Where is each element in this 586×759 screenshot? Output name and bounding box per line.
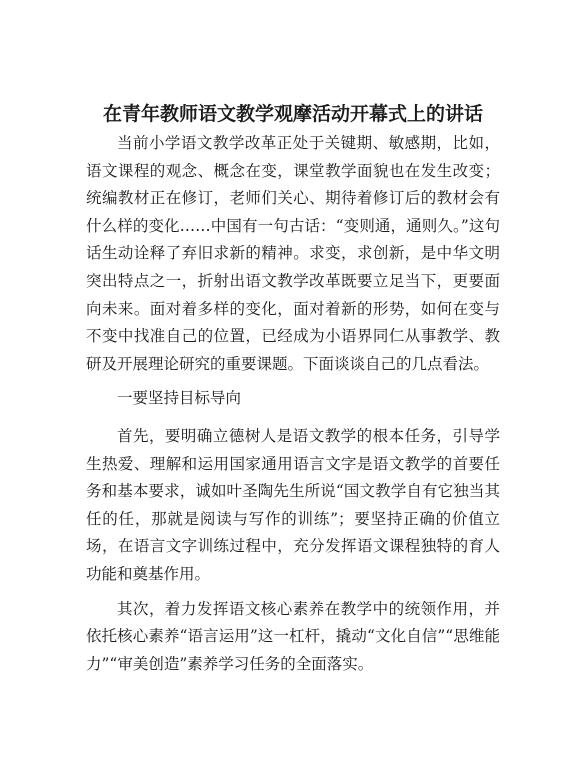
paragraph-second-point: 其次，着力发挥语文核心素养在教学中的统领作用，并依托核心素养“语言运用”这一杠杆，撬动“文化自信”“思维能力”“审美创造”素养学习任务的全面落实。 bbox=[86, 599, 500, 673]
paragraph-intro: 当前小学语文教学改革正处于关键期、敏感期，比如，语文课程的观念、概念在变，课堂教学面貌也在发生改变；统编教材正在修订，老师们关心、期待着修订后的教材会有什么样的变化……中国有一句古话：“变则通，通则久。”这句话生动诠释了弃旧求新的精神。求变，求创新，是中华文明突出特点之一，折射出语文教学改革既要立足当下，更要面向未来。面对着多样的变化，面对着新的形势，如何在变与不变中找准自己的位置，已经成为小语界同仁从事教学、教研及开展理论研究的重要课题。下面谈谈自己的几点看法。 bbox=[86, 134, 500, 373]
document-page bbox=[86, 100, 500, 685]
paragraph-first-point: 首先，要明确立德树人是语文教学的根本任务，引导学生热爱、理解和运用国家通用语言文字是语文教学的首要任务和基本要求，诚如叶圣陶先生所说“国文教学自有它独当其任的任，那就是阅读与写作的训练”；要坚持正确的价值立场，在语言文字训练过程中，充分发挥语文课程独特的育人功能和奠基作用。 bbox=[86, 426, 500, 583]
section-heading-goal-orientation: 一要坚持目标导向 bbox=[117, 389, 242, 408]
document-title: 在青年教师语文教学观摩活动开幕式上的讲话 bbox=[102, 103, 483, 125]
